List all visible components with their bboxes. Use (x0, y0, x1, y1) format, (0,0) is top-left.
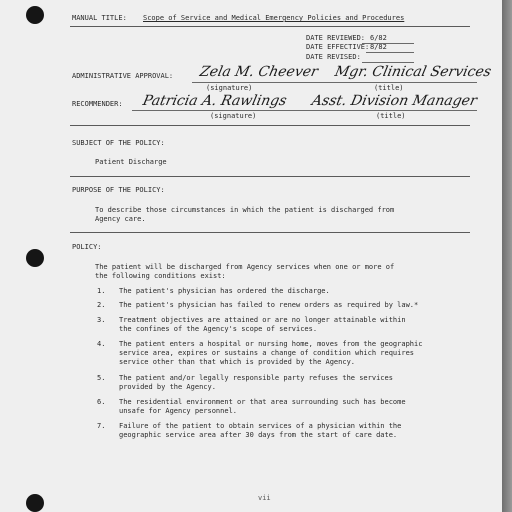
header-divider (70, 26, 470, 27)
section-divider (70, 232, 470, 233)
admin-signature-line (192, 82, 477, 83)
list-item: Failure of the patient to obtain services of a physician within the geographic service area after 30 days from the start of care date. (119, 422, 402, 439)
section-divider (70, 125, 470, 126)
signature-caption: (signature) (206, 84, 253, 92)
list-item: The patient's physician has ordered the discharge. (119, 287, 330, 295)
signature-caption: (signature) (210, 112, 257, 120)
list-item: The residential environment or that area surrounding such has become unsafe for Agency personnel. (119, 398, 406, 415)
recommender-label: RECOMMENDER: (72, 100, 123, 108)
binder-hole (26, 494, 44, 512)
recommender-signature: Patricia A. Rawlings (141, 93, 289, 109)
list-item-number: 1. (97, 287, 106, 295)
subject-label: SUBJECT OF THE POLICY: (72, 139, 165, 147)
date-effective-value: 8/82 (370, 43, 387, 51)
list-item: The patient enters a hospital or nursing home, moves from the geographic service area, expires or sustains a change of condition which requires service other than that which is provided by the Agency. (119, 340, 423, 366)
recommender-title-handwritten: Asst. Division Manager (310, 93, 479, 109)
admin-approval-label: ADMINISTRATIVE APPROVAL: (72, 72, 174, 80)
list-item-number: 2. (97, 301, 106, 309)
date-reviewed-value: 6/82 (370, 34, 387, 42)
date-effective-label: DATE EFFECTIVE: (306, 43, 370, 51)
admin-title-handwritten: Mgr. Clinical Services (333, 64, 493, 80)
title-caption: (title) (376, 112, 406, 120)
admin-signature: Zela M. Cheever (198, 64, 320, 80)
list-item-number: 5. (97, 374, 106, 382)
page-number: vii (258, 494, 271, 502)
policy-intro: The patient will be discharged from Agency services when one or more of the following conditions exist: (95, 263, 395, 280)
subject-text: Patient Discharge (95, 158, 167, 166)
title-caption: (title) (374, 84, 404, 92)
date-reviewed-label: DATE REVIEWED: (306, 34, 366, 42)
page-edge-shadow (502, 0, 512, 512)
date-effective-line (366, 52, 414, 53)
list-item-number: 3. (97, 316, 106, 324)
recommender-signature-line (132, 110, 477, 111)
policy-label: POLICY: (72, 243, 102, 251)
purpose-text: To describe those circumstances in which the patient is discharged from Agency care. (95, 206, 395, 223)
binder-hole (26, 249, 44, 267)
manual-title-value: Scope of Service and Medical Emergency Policies and Procedures (143, 14, 405, 22)
list-item: Treatment objectives are attained or are no longer attainable within the confines of the Agency's scope of services. (119, 316, 406, 333)
list-item-number: 4. (97, 340, 106, 348)
purpose-label: PURPOSE OF THE POLICY: (72, 186, 165, 194)
date-revised-line (362, 62, 414, 63)
list-item-number: 7. (97, 422, 106, 430)
manual-title-label: MANUAL TITLE: (72, 14, 127, 22)
list-item: The patient and/or legally responsible party refuses the services provided by the Agency. (119, 374, 393, 391)
section-divider (70, 176, 470, 177)
list-item-number: 6. (97, 398, 106, 406)
date-revised-label: DATE REVISED: (306, 53, 361, 61)
list-item: The patient's physician has failed to renew orders as required by law.* (119, 301, 419, 309)
binder-hole (26, 6, 44, 24)
